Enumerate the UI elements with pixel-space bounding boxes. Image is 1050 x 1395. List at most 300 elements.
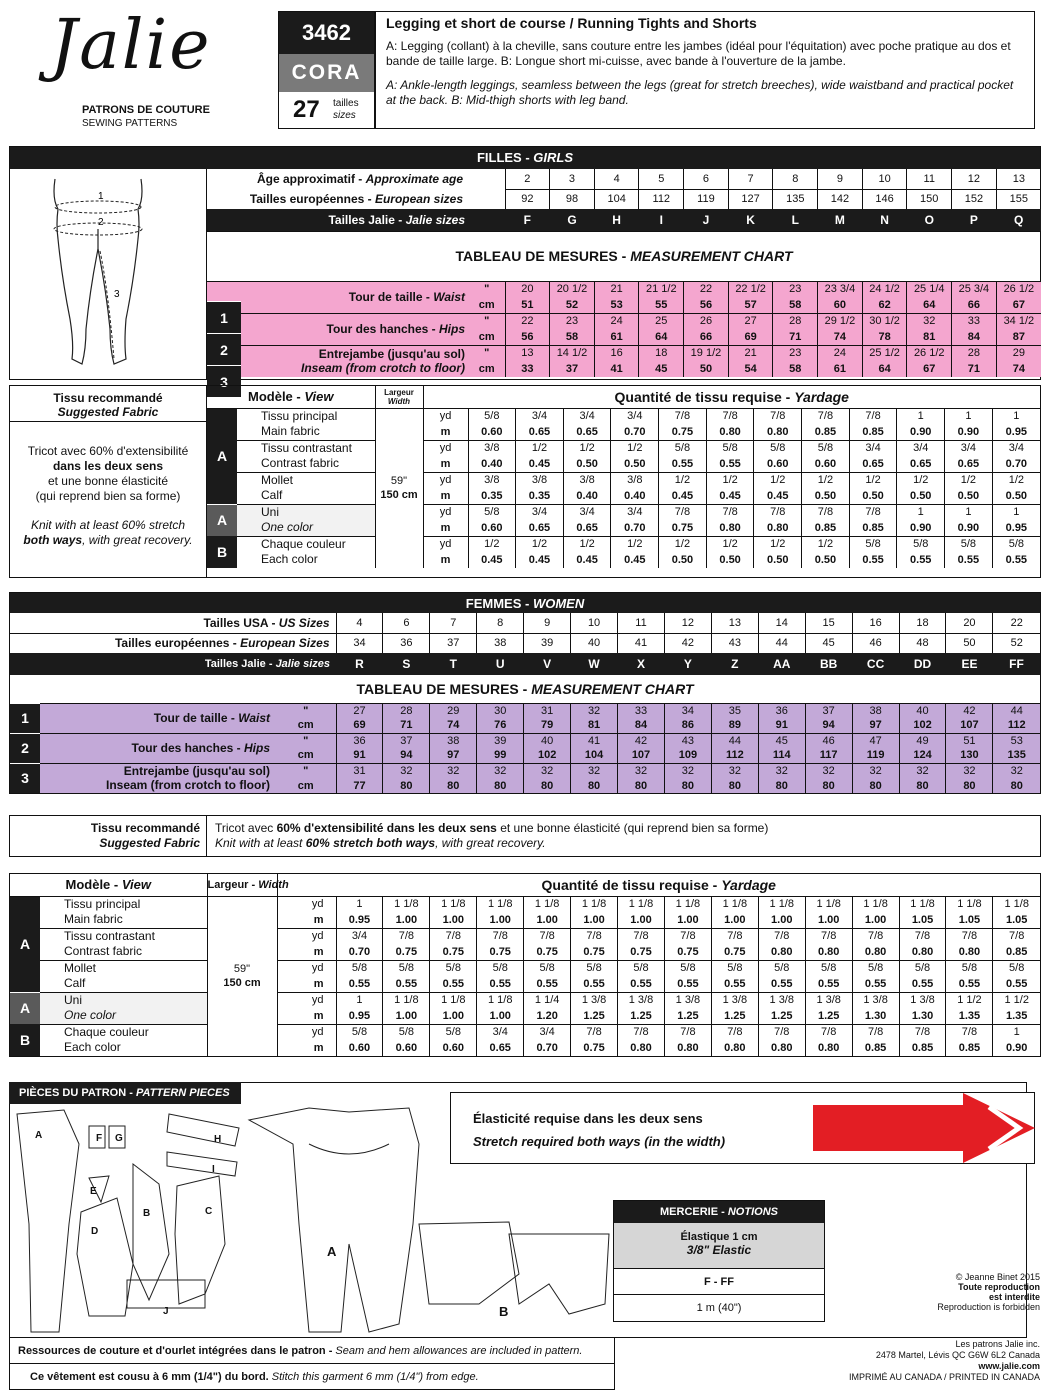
measure-cm: 84 — [952, 329, 997, 345]
measure-number: 3 — [207, 365, 241, 397]
text-label: Contrast fabric — [261, 456, 340, 470]
yardage-m: 0.50 — [659, 552, 707, 568]
yardage-yd: 5/8 — [945, 536, 993, 552]
inch-unit: " — [469, 345, 505, 361]
yardage-m: 0.80 — [805, 944, 852, 960]
yardage-m: 0.75 — [664, 944, 711, 960]
measure-cm: 86 — [664, 718, 711, 733]
measure-cm: 58 — [773, 361, 818, 377]
measure-in: 20 1/2 — [550, 281, 595, 297]
yardage-yd: 3/4 — [992, 440, 1040, 456]
euro-value: 104 — [594, 189, 639, 209]
yardage-yd: 5/8 — [618, 960, 665, 976]
yardage-yd: 3/8 — [468, 472, 516, 488]
yardage-yd: 1 1/8 — [805, 896, 852, 912]
text-label: Each color — [261, 552, 318, 567]
measure-cm: 53 — [594, 297, 639, 313]
yardage-m: 0.95 — [992, 520, 1040, 536]
fabric-en3: , with great recovery. — [82, 533, 193, 547]
measure-in: 32 — [946, 763, 993, 778]
yardage-m: 0.85 — [849, 424, 897, 440]
measure-in: 27 — [336, 703, 383, 718]
text-label: Each color — [64, 1040, 121, 1055]
yardage-yd: 1/2 — [945, 472, 993, 488]
yardage-yd: 1 1/2 — [993, 992, 1040, 1008]
measure-in: 26 1/2 — [996, 281, 1041, 297]
yardage-m: 0.45 — [659, 488, 707, 504]
measure-in: 23 — [773, 281, 818, 297]
text-label: Width — [387, 396, 411, 406]
jalie-size: Q — [1013, 212, 1024, 227]
measure-cm: 80 — [664, 778, 711, 793]
pattern-id-block — [278, 11, 375, 129]
cm-unit: cm — [276, 718, 336, 733]
yardage-yd: 7/8 — [802, 408, 850, 424]
age-value: 3 — [550, 169, 595, 189]
measure-cm: 66 — [684, 329, 729, 345]
yardage-yd: 5/8 — [468, 408, 516, 424]
measure-in: 32 — [571, 763, 618, 778]
measure-cm: 97 — [852, 718, 899, 733]
yardage-yd: 3/4 — [611, 408, 659, 424]
text-label: Tailles Jalie - — [204, 658, 276, 670]
yardage-m: 0.95 — [336, 1008, 383, 1024]
euro-value: 135 — [773, 189, 818, 209]
description-en: A: Ankle-length leggings, seamless between the legs (great for stretch breeches), wide waistband and practical pocket at the back. B: Mid-thigh shorts with leg band. — [386, 78, 1014, 107]
yardage-m: 0.80 — [706, 424, 754, 440]
text-label: Waist — [238, 711, 270, 725]
measure-in: 32 — [758, 763, 805, 778]
text-label: Chaque couleur — [64, 1025, 149, 1040]
yardage-m: 0.60 — [468, 424, 516, 440]
yardage-m: 0.50 — [992, 488, 1040, 504]
girls-yardage-table — [207, 386, 1040, 568]
table-row — [207, 440, 1040, 456]
yardage-m: 0.60 — [754, 456, 802, 472]
yardage-yd: 1 3/8 — [664, 992, 711, 1008]
fabric-label — [40, 960, 207, 992]
text-label: MEASUREMENT CHART — [630, 248, 793, 264]
cm-unit: cm — [469, 361, 505, 377]
width-value — [375, 408, 423, 568]
yardage-m: 0.80 — [754, 520, 802, 536]
view-letter: A — [10, 992, 40, 1024]
width-value — [207, 896, 277, 1056]
yardage-yd: 1/2 — [802, 536, 850, 552]
measure-in: 23 — [550, 313, 595, 329]
measure-number: 2 — [207, 333, 241, 365]
table-row — [10, 896, 1040, 912]
text-label: Inseam (from crotch to floor) — [105, 778, 270, 793]
jalie-size: N — [880, 212, 889, 227]
yardage-m: 0.85 — [849, 520, 897, 536]
yardage-m: 1.20 — [524, 1008, 571, 1024]
yardage-yd: 5/8 — [993, 960, 1040, 976]
yardage-m: 0.90 — [993, 1040, 1040, 1056]
euro-value: 155 — [996, 189, 1041, 209]
measure-in: 49 — [899, 733, 946, 748]
measure-cm: 107 — [946, 718, 993, 733]
jalie-size: I — [659, 212, 663, 227]
measure-cm: 99 — [477, 748, 524, 763]
measure-in: 28 — [383, 703, 430, 718]
age-value: 4 — [594, 169, 639, 189]
jalie-size: G — [567, 212, 577, 227]
yardage-yd: 1 1/8 — [852, 896, 899, 912]
measure-in: 25 1/2 — [862, 345, 907, 361]
women-header — [10, 593, 1040, 613]
svg-text:F: F — [96, 1133, 103, 1144]
euro-size: 39 — [524, 633, 571, 653]
table-row — [207, 386, 1040, 408]
table-row — [10, 733, 1040, 748]
yardage-m: 0.50 — [563, 456, 611, 472]
yardage-m: 0.85 — [852, 1040, 899, 1056]
us-label — [10, 613, 336, 633]
measure-cm: 91 — [336, 748, 383, 763]
notions-item-en: 3/8" Elastic — [686, 1243, 752, 1257]
unit-m: m — [423, 424, 468, 440]
jalie-size: BB — [820, 657, 838, 671]
yardage-m: 0.65 — [849, 456, 897, 472]
yardage-yd: 5/8 — [899, 960, 946, 976]
width-header — [375, 386, 423, 408]
yardage-yd: 7/8 — [946, 1024, 993, 1040]
yardage-m: 0.80 — [899, 944, 946, 960]
stitch-note: Ce vêtement est cousu à 6 mm (1/4") du bord. Stitch this garment 6 mm (1/4") from edge. — [9, 1364, 615, 1390]
yardage-m: 1.30 — [852, 1008, 899, 1024]
euro-value: 112 — [639, 189, 684, 209]
yardage-m: 0.55 — [430, 976, 477, 992]
euro-size: 42 — [664, 633, 711, 653]
yardage-m: 0.55 — [852, 976, 899, 992]
stretch-en: Stretch required both ways (in the width) — [473, 1134, 726, 1149]
measure-cm: 71 — [383, 718, 430, 733]
yardage-yd: 5/8 — [336, 1024, 383, 1040]
yardage-m: 0.60 — [802, 456, 850, 472]
inch-unit: " — [276, 703, 336, 718]
yardage-m: 0.60 — [336, 1040, 383, 1056]
yardage-m: 1.00 — [852, 912, 899, 928]
yardage-m: 0.80 — [754, 424, 802, 440]
text-label: Calf — [64, 976, 86, 990]
yardage-yd: 7/8 — [711, 1024, 758, 1040]
women-fabric-title: Tissu recommandé — [90, 821, 200, 835]
yardage-m: 1.05 — [899, 912, 946, 928]
svg-text:D: D — [91, 1226, 99, 1237]
yardage-m: 1.00 — [383, 1008, 430, 1024]
yardage-yd: 3/4 — [897, 440, 945, 456]
yardage-yd: 1 1/8 — [383, 992, 430, 1008]
jalie-size: J — [702, 212, 710, 227]
measure-in: 32 — [899, 763, 946, 778]
text-label: Hips — [438, 322, 465, 336]
spacer — [469, 209, 505, 231]
yardage-m: 0.45 — [516, 456, 564, 472]
yardage-yd: 1/2 — [516, 536, 564, 552]
yardage-m: 0.50 — [849, 488, 897, 504]
yardage-m: 0.80 — [758, 1040, 805, 1056]
text-label: Tour des hanches - — [131, 741, 244, 755]
logo-subtitle-en: SEWING PATTERNS — [82, 118, 178, 129]
measure-in: 41 — [571, 733, 618, 748]
yardage-m: 0.95 — [992, 424, 1040, 440]
measure-cm: 76 — [477, 718, 524, 733]
measure-cm: 119 — [852, 748, 899, 763]
text-label: Mollet — [261, 473, 294, 487]
stretch-fr: Élasticité requise dans les deux sens — [473, 1111, 703, 1126]
measure-cm: 80 — [618, 778, 665, 793]
yardage-yd: 3/4 — [611, 504, 659, 520]
svg-text:A: A — [327, 1244, 337, 1259]
euro-size: 43 — [711, 633, 758, 653]
measure-cm: 80 — [477, 778, 524, 793]
text-label: Yardage — [794, 388, 849, 405]
measure-in: 14 1/2 — [550, 345, 595, 361]
fabric-en2: both ways — [23, 533, 83, 547]
view-header — [10, 874, 207, 896]
text-label: Main fabric — [64, 912, 123, 926]
yardage-yd: 7/8 — [706, 504, 754, 520]
svg-text:B: B — [499, 1304, 509, 1319]
euro-value: 142 — [818, 189, 863, 209]
jalie-size: H — [612, 212, 621, 227]
euro-value: 127 — [728, 189, 773, 209]
table-row — [207, 189, 1041, 209]
view-letter: B — [10, 1024, 40, 1056]
yardage-m: 0.80 — [618, 1040, 665, 1056]
measure-cm: 80 — [899, 778, 946, 793]
yardage-m: 0.50 — [611, 456, 659, 472]
yardage-yd: 3/8 — [516, 472, 564, 488]
unit-m: m — [277, 912, 336, 928]
yardage-yd: 1 1/4 — [524, 992, 571, 1008]
yardage-m: 0.65 — [563, 424, 611, 440]
yardage-yd: 1/2 — [563, 440, 611, 456]
yardage-m: 0.80 — [805, 1040, 852, 1056]
yardage-yd: 1 3/8 — [571, 992, 618, 1008]
yardage-m: 0.40 — [468, 456, 516, 472]
measure-cm: 56 — [505, 329, 550, 345]
measure-in: 40 — [524, 733, 571, 748]
measure-cm: 117 — [805, 748, 852, 763]
table-row — [10, 653, 1040, 675]
yardage-yd: 7/8 — [618, 928, 665, 944]
us-size: 10 — [571, 613, 618, 633]
girls-header: FILLES - GIRLS — [10, 147, 1040, 169]
text-label: Âge approximatif - — [256, 172, 366, 186]
yardage-yd: 5/8 — [849, 536, 897, 552]
yardage-m: 0.55 — [711, 976, 758, 992]
measure-label — [40, 763, 276, 793]
yardage-yd: 5/8 — [897, 536, 945, 552]
measure-in: 32 — [852, 763, 899, 778]
text-label: Tailles Jalie - — [328, 212, 406, 227]
table-row — [207, 504, 1040, 520]
yardage-m: 0.75 — [524, 944, 571, 960]
measure-in: 45 — [758, 733, 805, 748]
euro-size: 45 — [805, 633, 852, 653]
yardage-m: 1.00 — [430, 1008, 477, 1024]
measure-cm: 58 — [773, 297, 818, 313]
measure-number: 1 — [207, 301, 241, 333]
age-value: 6 — [684, 169, 729, 189]
cm-unit: cm — [469, 297, 505, 313]
yardage-m: 0.45 — [563, 552, 611, 568]
fabric-l1: Tricot avec 60% d'extensibilité — [27, 444, 189, 458]
jalie-size: R — [355, 657, 364, 671]
svg-text:C: C — [205, 1206, 213, 1217]
yardage-yd: 7/8 — [618, 1024, 665, 1040]
measure-in: 32 — [618, 763, 665, 778]
measure-in: 18 — [639, 345, 684, 361]
yardage-yd: 1 — [992, 408, 1040, 424]
measure-in: 47 — [852, 733, 899, 748]
spacer — [469, 169, 505, 189]
women-chart — [9, 592, 1041, 794]
yardage-m: 0.55 — [945, 552, 993, 568]
yardage-yd: 1/2 — [706, 472, 754, 488]
yardage-yd: 7/8 — [706, 408, 754, 424]
measure-in: 22 — [505, 313, 550, 329]
yardage-m: 1.00 — [664, 912, 711, 928]
table-row — [10, 633, 1040, 653]
text-label: US Sizes — [278, 615, 330, 630]
yardage-yd: 1 1/8 — [664, 896, 711, 912]
euro-size: 36 — [383, 633, 430, 653]
age-value: 5 — [639, 169, 684, 189]
yardage-yd: 3/4 — [477, 1024, 524, 1040]
sizes-fr: tailles — [333, 98, 359, 109]
fabric-l2: dans les deux sens — [52, 459, 164, 473]
yardage-m: 0.85 — [993, 944, 1040, 960]
yardage-m: 0.55 — [946, 976, 993, 992]
measure-cm: 69 — [336, 718, 383, 733]
yardage-m: 0.35 — [516, 488, 564, 504]
table-row — [207, 408, 1040, 424]
yardage-m: 1.25 — [805, 1008, 852, 1024]
svg-text:2: 2 — [98, 217, 104, 228]
svg-text:H: H — [214, 1134, 222, 1145]
yardage-m: 0.70 — [524, 1040, 571, 1056]
measure-cm: 51 — [505, 297, 550, 313]
measure-cm: 94 — [383, 748, 430, 763]
euro-value: 152 — [952, 189, 997, 209]
fabric-label — [237, 536, 375, 568]
table-row — [207, 345, 1041, 361]
fabric-title-en: Suggested Fabric — [57, 405, 159, 419]
yardage-m: 0.85 — [802, 424, 850, 440]
yardage-m: 1.00 — [383, 912, 430, 928]
text-label: TABLEAU DE MESURES - — [455, 248, 631, 264]
jalie-size: DD — [913, 657, 932, 671]
yardage-m: 0.55 — [659, 456, 707, 472]
yardage-yd: 5/8 — [659, 440, 707, 456]
measure-cm: 91 — [758, 718, 805, 733]
women-euro-label — [10, 633, 336, 653]
us-size: 7 — [430, 613, 477, 633]
yardage-m: 0.85 — [899, 1040, 946, 1056]
yardage-m: 0.75 — [430, 944, 477, 960]
measure-cm: 102 — [524, 748, 571, 763]
jalie-size: W — [588, 657, 600, 671]
yardage-yd: 1 1/8 — [899, 896, 946, 912]
women-yardage-table — [10, 874, 1040, 1056]
fabric-label — [237, 408, 375, 440]
yardage-yd: 7/8 — [899, 1024, 946, 1040]
yardage-yd: 7/8 — [571, 928, 618, 944]
notions-sizes: F - FF — [614, 1269, 824, 1295]
yardage-yd: 7/8 — [430, 928, 477, 944]
measure-in: 53 — [993, 733, 1040, 748]
yardage-m: 0.65 — [563, 520, 611, 536]
yardage-m: 1.00 — [618, 912, 665, 928]
jalie-size: X — [636, 657, 645, 671]
measure-cm: 80 — [852, 778, 899, 793]
yardage-m: 0.45 — [516, 552, 564, 568]
yardage-header — [423, 386, 1040, 408]
stretch-arrow-icon — [813, 1093, 1035, 1163]
jalie-size: CC — [866, 657, 885, 671]
measure-cm: 66 — [952, 297, 997, 313]
measure-cm: 61 — [818, 361, 863, 377]
pieces-title: PIÈCES DU PATRON - PATTERN PIECES — [9, 1082, 241, 1104]
table-row — [207, 313, 1041, 329]
measure-cm: 45 — [639, 361, 684, 377]
yardage-yd: 1/2 — [468, 536, 516, 552]
measure-in: 32 — [383, 763, 430, 778]
yardage-yd: 5/8 — [758, 960, 805, 976]
yardage-yd: 1/2 — [706, 536, 754, 552]
measure-in: 32 — [571, 703, 618, 718]
measure-cm: 97 — [430, 748, 477, 763]
measure-in: 25 — [639, 313, 684, 329]
table-row — [10, 960, 1040, 976]
fabric-label — [237, 440, 375, 472]
yardage-yd: 3/4 — [516, 408, 564, 424]
text-label: European sizes — [374, 192, 463, 206]
measure-in: 37 — [805, 703, 852, 718]
pattern-title: Legging et short de course / Running Tights and Shorts — [386, 15, 757, 31]
yardage-yd: 1/2 — [897, 472, 945, 488]
yardage-yd: 7/8 — [805, 928, 852, 944]
yardage-m: 0.65 — [477, 1040, 524, 1056]
logo — [20, 6, 260, 134]
yardage-m: 0.90 — [945, 424, 993, 440]
us-size: 22 — [993, 613, 1040, 633]
girls-size-table — [207, 169, 1041, 377]
yardage-yd: 1 3/8 — [711, 992, 758, 1008]
measure-in: 21 — [594, 281, 639, 297]
measure-cm: 135 — [993, 748, 1040, 763]
measure-cm: 80 — [711, 778, 758, 793]
yardage-m: 0.75 — [618, 944, 665, 960]
yardage-m: 0.90 — [897, 424, 945, 440]
measure-cm: 80 — [383, 778, 430, 793]
yardage-m: 0.45 — [611, 552, 659, 568]
yardage-yd: 7/8 — [946, 928, 993, 944]
jalie-size: T — [449, 657, 457, 671]
unit-m: m — [277, 976, 336, 992]
women-fabric-en: Knit with at least 60% stretch both ways, with great recovery. — [215, 836, 546, 850]
yardage-yd: 1 — [945, 504, 993, 520]
measure-in: 44 — [711, 733, 758, 748]
girls-figure — [10, 169, 207, 379]
text-label: Tailles USA - — [203, 615, 279, 630]
yardage-yd: 7/8 — [849, 504, 897, 520]
age-value: 2 — [505, 169, 550, 189]
measure-in: 35 — [711, 703, 758, 718]
